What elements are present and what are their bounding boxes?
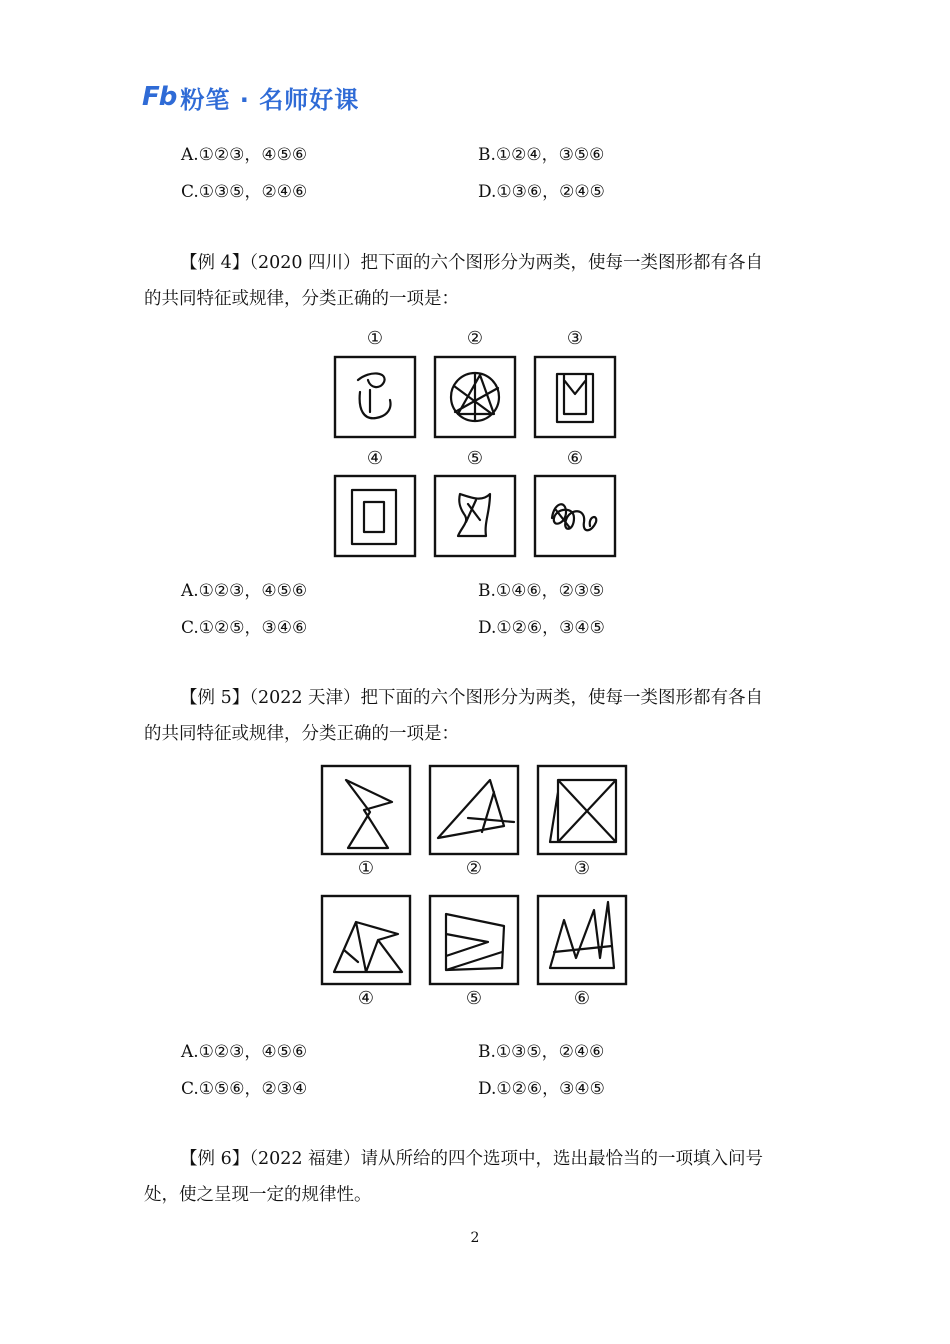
example-4-figure <box>330 322 622 562</box>
option-a: A.①②③，④⑤⑥ <box>181 145 308 165</box>
example-4-label-5: ⑤ <box>466 448 484 469</box>
example-6-question <box>144 1141 812 1213</box>
example-5-option-a: A.①②③，④⑤⑥ <box>181 1042 308 1062</box>
fenbi-logo-icon: Fb <box>142 82 177 112</box>
example-5-label-6: ⑥ <box>573 988 591 1009</box>
option-b: B.①②④，③⑤⑥ <box>478 145 605 165</box>
example-5-question <box>144 680 812 752</box>
example-4-question <box>144 245 812 317</box>
example-6-line1: 【例 6】（2022 福建）请从所给的四个选项中，选出最恰当的一项填入问号 <box>180 1149 764 1169</box>
example-4-shape-5 <box>435 476 515 556</box>
example-4-option-b: B.①④⑥，②③⑤ <box>478 581 605 601</box>
example-5-figure <box>318 762 634 1012</box>
example-5-line1: 【例 5】（2022 天津）把下面的六个图形分为两类，使每一类图形都有各自 <box>180 688 764 708</box>
example-4-label-1: ① <box>366 328 384 349</box>
example-5-shape-2 <box>430 766 518 854</box>
example-4-option-c: C.①②⑤，③④⑥ <box>181 618 308 638</box>
example-5-label-3: ③ <box>573 858 591 879</box>
header-logo <box>142 80 359 114</box>
example-4-shape-3 <box>535 357 615 437</box>
example-4-label-6: ⑥ <box>566 448 584 469</box>
logo-text: 粉笔 · 名师好课 <box>180 85 360 114</box>
example-5-label-2: ② <box>465 858 483 879</box>
example-5-label-4: ④ <box>357 988 375 1009</box>
example-4-label-2: ② <box>466 328 484 349</box>
example-4-label-3: ③ <box>566 328 584 349</box>
example-5-label-1: ① <box>357 858 375 879</box>
example-4-label-4: ④ <box>366 448 384 469</box>
example-5-label-5: ⑤ <box>465 988 483 1009</box>
example-5-option-c: C.①⑤⑥，②③④ <box>181 1079 308 1099</box>
example-5-shape-1 <box>322 766 410 854</box>
example-4-option-a: A.①②③，④⑤⑥ <box>181 581 308 601</box>
example-5-line2: 的共同特征或规律，分类正确的一项是： <box>144 724 459 744</box>
example-5-option-b: B.①③⑤，②④⑥ <box>478 1042 605 1062</box>
example-4-shape-2 <box>435 357 515 437</box>
example-5-shape-5 <box>430 896 518 984</box>
option-c: C.①③⑤，②④⑥ <box>181 182 308 202</box>
example-5-shape-3 <box>538 766 626 854</box>
option-d: D.①③⑥，②④⑤ <box>478 182 605 202</box>
example-5-option-d: D.①②⑥，③④⑤ <box>478 1079 605 1099</box>
example-5-shape-4 <box>322 896 410 984</box>
example-4-shape-1 <box>335 357 415 437</box>
example-6-line2: 处，使之呈现一定的规律性。 <box>144 1185 372 1205</box>
example-4-shape-6 <box>535 476 615 556</box>
page-number: 2 <box>470 1230 480 1246</box>
example-4-shape-4 <box>335 476 415 556</box>
example-4-line1: 【例 4】（2020 四川）把下面的六个图形分为两类，使每一类图形都有各自 <box>180 253 764 273</box>
example-4-line2: 的共同特征或规律，分类正确的一项是： <box>144 289 459 309</box>
example-4-option-d: D.①②⑥，③④⑤ <box>478 618 605 638</box>
example-5-shape-6 <box>538 896 626 984</box>
